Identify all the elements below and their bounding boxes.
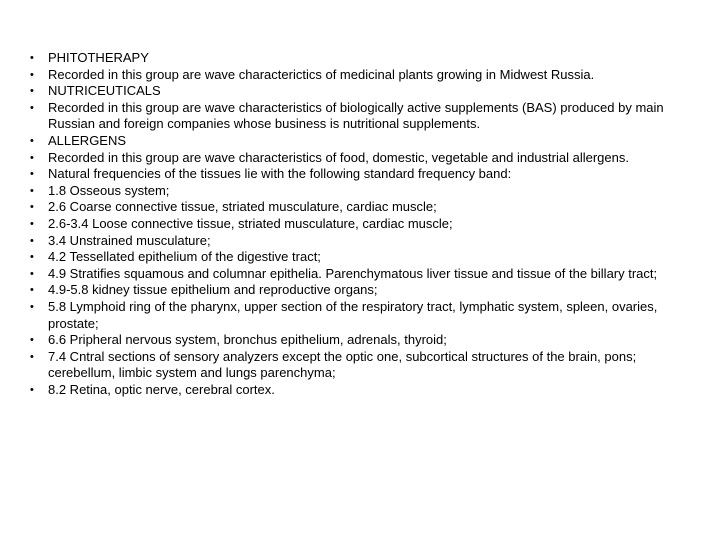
bullet-icon: • [30, 101, 34, 114]
list-item-text: Recorded in this group are wave characteristics of biologically active supplements (BAS) produced by main Russian and foreign companies whose business is nutritional supplements. [48, 99, 664, 132]
list-item [30, 133, 690, 150]
list-item-text: ALLERGENS [48, 132, 127, 148]
list-item [30, 150, 690, 167]
list-item [30, 166, 690, 183]
bullet-icon: • [30, 350, 34, 363]
list-item-text: 1.8 Osseous system; [48, 182, 170, 198]
list-item [30, 332, 690, 349]
list-item-text: 8.2 Retina, optic nerve, cerebral cortex. [48, 381, 275, 397]
list-item [30, 282, 690, 299]
list-item-text: Natural frequencies of the tissues lie with the following standard frequency band: [48, 166, 512, 182]
bullet-icon: • [30, 134, 34, 147]
bullet-icon: • [30, 251, 34, 264]
list-item-text: NUTRICEUTICALS [48, 83, 161, 99]
bullet-icon: • [30, 168, 34, 181]
bullet-icon: • [30, 184, 34, 197]
list-item [30, 382, 690, 399]
list-item [30, 216, 690, 233]
bullet-list [30, 50, 690, 398]
list-item [30, 100, 690, 133]
list-item-text: 2.6 Coarse connective tissue, striated musculature, cardiac muscle; [48, 199, 437, 215]
bullet-icon: • [30, 52, 34, 64]
list-item [30, 83, 690, 100]
list-item [30, 199, 690, 216]
list-item-text: 3.4 Unstrained musculature; [48, 232, 211, 248]
list-item [30, 50, 690, 67]
list-item-text: 2.6-3.4 Loose connective tissue, striated musculature, cardiac muscle; [48, 215, 453, 231]
list-item-text: 7.4 Cntral sections of sensory analyzers except the optic one, subcortical structures of the brain, pons; cerebellum, limbic system and lungs parenchyma; [48, 348, 637, 381]
bullet-icon: • [30, 284, 34, 297]
list-item-text: Recorded in this group are wave characterictics of medicinal plants growing in Midwest Russia. [48, 66, 595, 82]
bullet-icon: • [30, 217, 34, 230]
list-item-text: 6.6 Pripheral nervous system, bronchus epithelium, adrenals, thyroid; [48, 332, 447, 348]
list-item [30, 183, 690, 200]
list-item-text: 4.9-5.8 kidney tissue epithelium and reproductive organs; [48, 282, 378, 298]
bullet-icon: • [30, 151, 34, 164]
list-item-text: 5.8 Lymphoid ring of the pharynx, upper section of the respiratory tract, lymphatic system, spleen, ovaries, prostate; [48, 298, 658, 331]
bullet-icon: • [30, 334, 34, 347]
list-item-text: PHITOTHERAPY [48, 50, 149, 65]
bullet-icon: • [30, 300, 34, 313]
bullet-icon: • [30, 383, 34, 396]
list-item [30, 249, 690, 266]
list-item-text: Recorded in this group are wave characteristics of food, domestic, vegetable and industrial allergens. [48, 149, 629, 165]
list-item [30, 67, 690, 84]
list-item [30, 233, 690, 250]
bullet-icon: • [30, 85, 34, 98]
bullet-icon: • [30, 234, 34, 247]
bullet-icon: • [30, 68, 34, 81]
list-item [30, 349, 690, 382]
list-item [30, 266, 690, 283]
list-item-text: 4.9 Stratifies squamous and columnar epithelia. Parenchymatous liver tissue and tissue of the billary tract; [48, 265, 658, 281]
list-item-text: 4.2 Tessellated epithelium of the digestive tract; [48, 249, 321, 265]
bullet-icon: • [30, 201, 34, 214]
bullet-icon: • [30, 267, 34, 280]
list-item [30, 299, 690, 332]
